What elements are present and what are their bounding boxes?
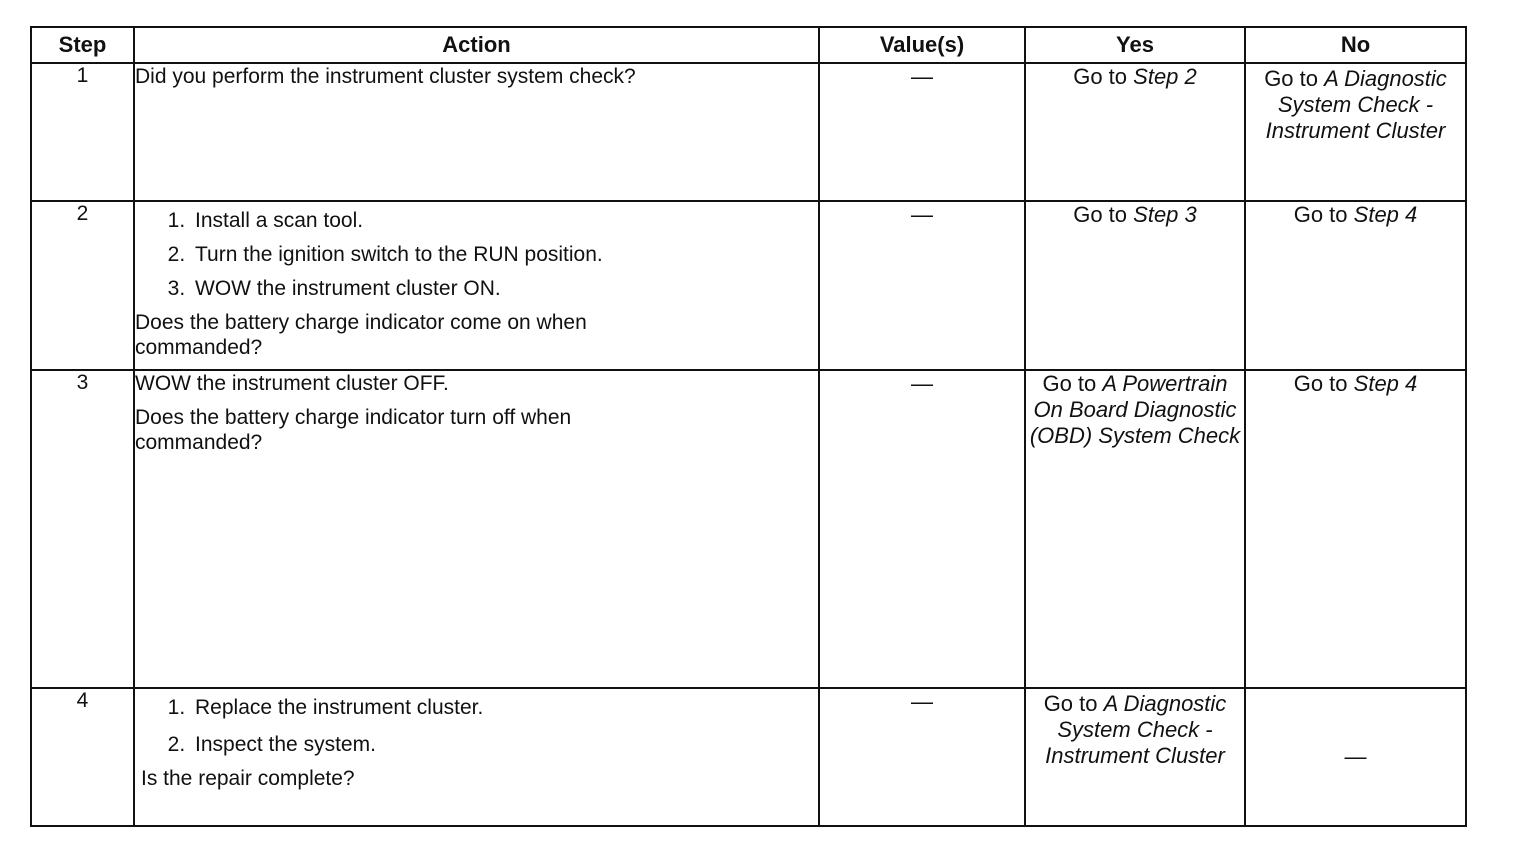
value-cell: — <box>819 688 1025 826</box>
action-cell <box>134 370 819 688</box>
yes-cell <box>1025 688 1245 826</box>
action-instruction: WOW the instrument cluster OFF. <box>135 372 449 395</box>
diagnostic-table <box>30 26 1467 827</box>
no-prefix: Go to <box>1293 202 1348 227</box>
no-prefix: Go to <box>1264 66 1318 91</box>
action-list-item: 2. Turn the ignition switch to the RUN position. <box>191 242 818 267</box>
yes-link[interactable]: A Powertrain On Board Diagnostic (OBD) System Check <box>1029 371 1241 448</box>
yes-cell <box>1025 201 1245 370</box>
yes-link[interactable]: A Diagnostic System Check - Instrument Cluster <box>1045 691 1227 768</box>
step-number: 4 <box>31 688 134 826</box>
table-row <box>31 63 1466 201</box>
yes-prefix: Go to <box>1073 64 1128 89</box>
value-cell: — <box>819 201 1025 370</box>
table-row <box>31 370 1466 688</box>
step-number: 3 <box>31 370 134 688</box>
yes-link[interactable]: Step 2 <box>1133 64 1197 89</box>
action-question: Is the repair complete? <box>141 767 355 790</box>
yes-cell <box>1025 63 1245 201</box>
action-list-item: 1. Install a scan tool. <box>191 208 818 233</box>
yes-prefix: Go to <box>1073 202 1128 227</box>
action-cell <box>134 201 819 370</box>
action-list-item: 2. Inspect the system. <box>191 732 818 757</box>
table-row <box>31 201 1466 370</box>
no-cell <box>1245 201 1466 370</box>
header-action: Action <box>134 27 819 63</box>
no-cell <box>1245 370 1466 688</box>
step-number: 2 <box>31 201 134 370</box>
yes-link[interactable]: Step 3 <box>1133 202 1197 227</box>
action-list <box>135 695 818 757</box>
step-number: 1 <box>31 63 134 201</box>
header-no: No <box>1245 27 1466 63</box>
no-prefix: Go to <box>1293 371 1348 396</box>
action-list <box>135 208 818 301</box>
no-link[interactable]: Step 4 <box>1353 371 1418 396</box>
action-question: Does the battery charge indicator turn off when commanded? <box>135 406 572 454</box>
action-list-item: 3. WOW the instrument cluster ON. <box>191 276 818 301</box>
no-cell <box>1245 63 1466 201</box>
value-cell: — <box>819 370 1025 688</box>
action-cell <box>134 688 819 826</box>
header-values: Value(s) <box>819 27 1025 63</box>
no-cell: — <box>1245 688 1466 826</box>
table-row <box>31 688 1466 826</box>
header-yes: Yes <box>1025 27 1245 63</box>
no-link[interactable]: Step 4 <box>1353 202 1418 227</box>
header-step: Step <box>31 27 134 63</box>
action-question: Does the battery charge indicator come on when commanded? <box>135 311 587 359</box>
yes-prefix: Go to <box>1042 371 1097 396</box>
value-cell: — <box>819 63 1025 201</box>
action-list-item: 1. Replace the instrument cluster. <box>191 695 818 720</box>
yes-cell <box>1025 370 1245 688</box>
action-question: Did you perform the instrument cluster system check? <box>135 65 636 88</box>
action-cell <box>134 63 819 201</box>
header-row <box>31 27 1466 63</box>
yes-prefix: Go to <box>1043 691 1098 716</box>
no-link[interactable]: A Diagnostic System Check - Instrument Cluster <box>1265 66 1447 143</box>
